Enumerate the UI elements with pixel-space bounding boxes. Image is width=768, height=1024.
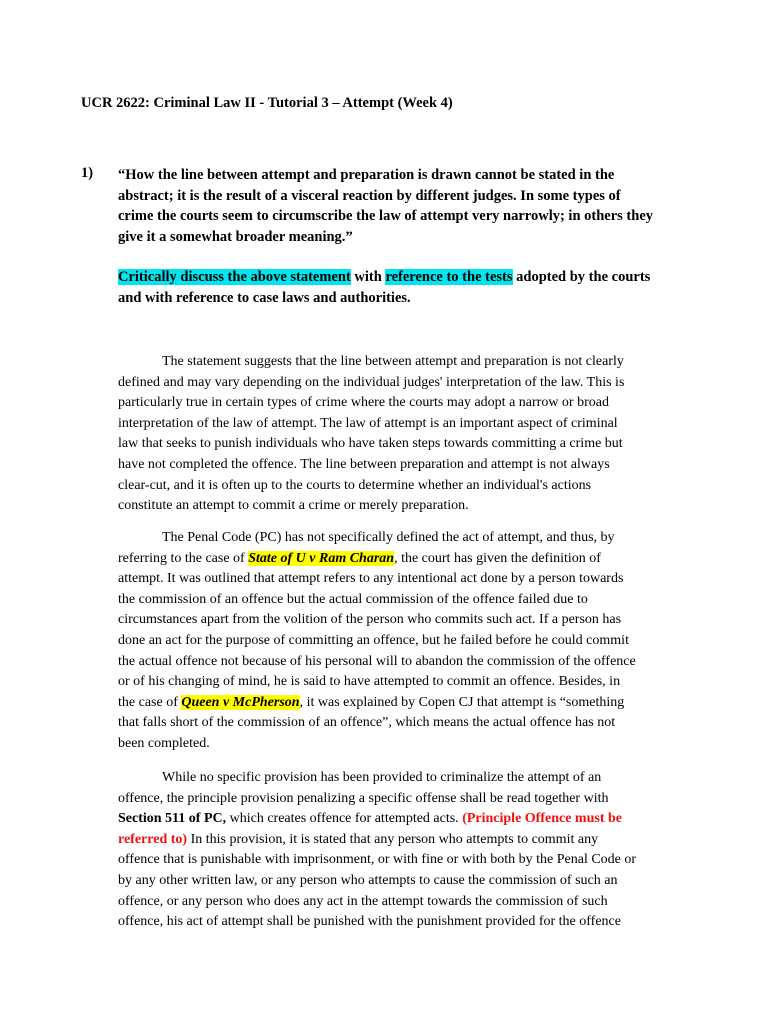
text-run: the case of [118, 694, 182, 710]
lecturer-note: referred to) [118, 831, 188, 847]
case-name-ram-charan: State of U v Ram Charan [248, 550, 395, 566]
question-task [118, 267, 683, 308]
paragraph-line: The statement suggests that the line between attempt and preparation is not clearly [162, 354, 624, 369]
section-reference: Section 511 of PC, [118, 811, 227, 827]
paragraph-line: the commission of an offence but the actual commission of the offence failed due to [118, 591, 588, 607]
paragraph-line [118, 549, 660, 570]
paragraph-line: offence, his act of attempt shall be punished with the punishment provided for the offence [118, 914, 621, 930]
document-title: UCR 2622: Criminal Law II - Tutorial 3 – Attempt (Week 4) [81, 95, 453, 111]
task-line [118, 267, 683, 288]
text-run: referring to the case of [118, 550, 249, 566]
paragraph-line: attempt. It was outlined that attempt refers to any intentional act done by a person towards [118, 571, 624, 587]
quote-line: abstract; it is the result of a visceral reaction by different judges. In some types of [118, 187, 621, 204]
paragraph-line: or of his changing of mind, he is said to have attempted to commit an offence. Besides, in [118, 674, 621, 690]
paragraph-line: been completed. [118, 735, 210, 751]
paragraph-line: the actual offence not because of his personal will to abandon the commission of the offence [118, 653, 636, 669]
paragraph-1 [118, 352, 660, 517]
quote-line: give it a somewhat broader meaning.” [118, 228, 353, 245]
quote-line: crime the courts seem to circumscribe the law of attempt very narrowly; in others they [118, 208, 654, 224]
text-run: In this provision, it is stated that any person who attempts to commit any [187, 831, 599, 847]
paragraph-line: interpretation of the law of attempt. The law of attempt is an important aspect of criminal [118, 415, 618, 431]
task-line: and with reference to case laws and authorities. [118, 289, 411, 306]
task-text: with [350, 269, 386, 285]
paragraph-line: clear-cut, and it is often up to the courts to determine whether an individual's actions [118, 477, 592, 493]
text-run: which creates offence for attempted acts. [226, 811, 463, 827]
paragraph-line: offence that is punishable with imprisonment, or with fine or with both by the Penal Code or [118, 852, 637, 868]
paragraph-line [118, 809, 660, 830]
paragraph-line: particularly true in certain types of crime where the courts may adopt a narrow or broad [118, 395, 609, 411]
lecturer-note: (Principle Offence must be [462, 811, 622, 827]
paragraph-line: offence, or any person who does any act in the attempt towards the commission of such [118, 893, 608, 909]
text-run: , the court has given the definition of [394, 550, 601, 566]
text-run: , it was explained by Copen CJ that attempt is “something [299, 694, 625, 710]
paragraph-line: law that seeks to punish individuals who have taken steps towards committing a crime but [118, 436, 623, 452]
paragraph-line: The Penal Code (PC) has not specifically defined the act of attempt, and thus, by [162, 530, 615, 545]
paragraph-line: that falls short of the commission of an offence”, which means the actual offence has not [118, 715, 616, 731]
highlight-reference-tests: reference to the tests [385, 269, 513, 285]
paragraph-line: defined and may vary depending on the individual judges' interpretation of the law. This is [118, 374, 625, 390]
paragraph-line: constitute an attempt to commit a crime or merely preparation. [118, 498, 469, 514]
question-quote [118, 165, 683, 247]
paragraph-line: by any other written law, or any person who attempts to cause the commission of such an [118, 872, 618, 888]
question-number: 1) [81, 165, 94, 181]
highlight-critically-discuss: Critically discuss the above statement [118, 269, 351, 285]
paragraph-3 [118, 768, 660, 933]
quote-line: “How the line between attempt and preparation is drawn cannot be stated in the [118, 167, 615, 183]
paragraph-2 [118, 528, 660, 755]
paragraph-line [118, 830, 660, 851]
paragraph-line: offence, the principle provision penalizing a specific offense shall be read together with [118, 790, 609, 806]
paragraph-line [118, 693, 660, 714]
paragraph-line: done an act for the purpose of committing an offence, but he failed before he could commit [118, 632, 629, 648]
case-name-mcpherson: Queen v McPherson [181, 694, 300, 710]
paragraph-line: circumstances apart from the volition of the person who commits such act. If a person has [118, 612, 622, 628]
task-text: adopted by the courts [512, 269, 651, 285]
paragraph-line: While no specific provision has been provided to criminalize the attempt of an [162, 770, 602, 785]
paragraph-line: have not completed the offence. The line between preparation and attempt is not always [118, 456, 610, 472]
